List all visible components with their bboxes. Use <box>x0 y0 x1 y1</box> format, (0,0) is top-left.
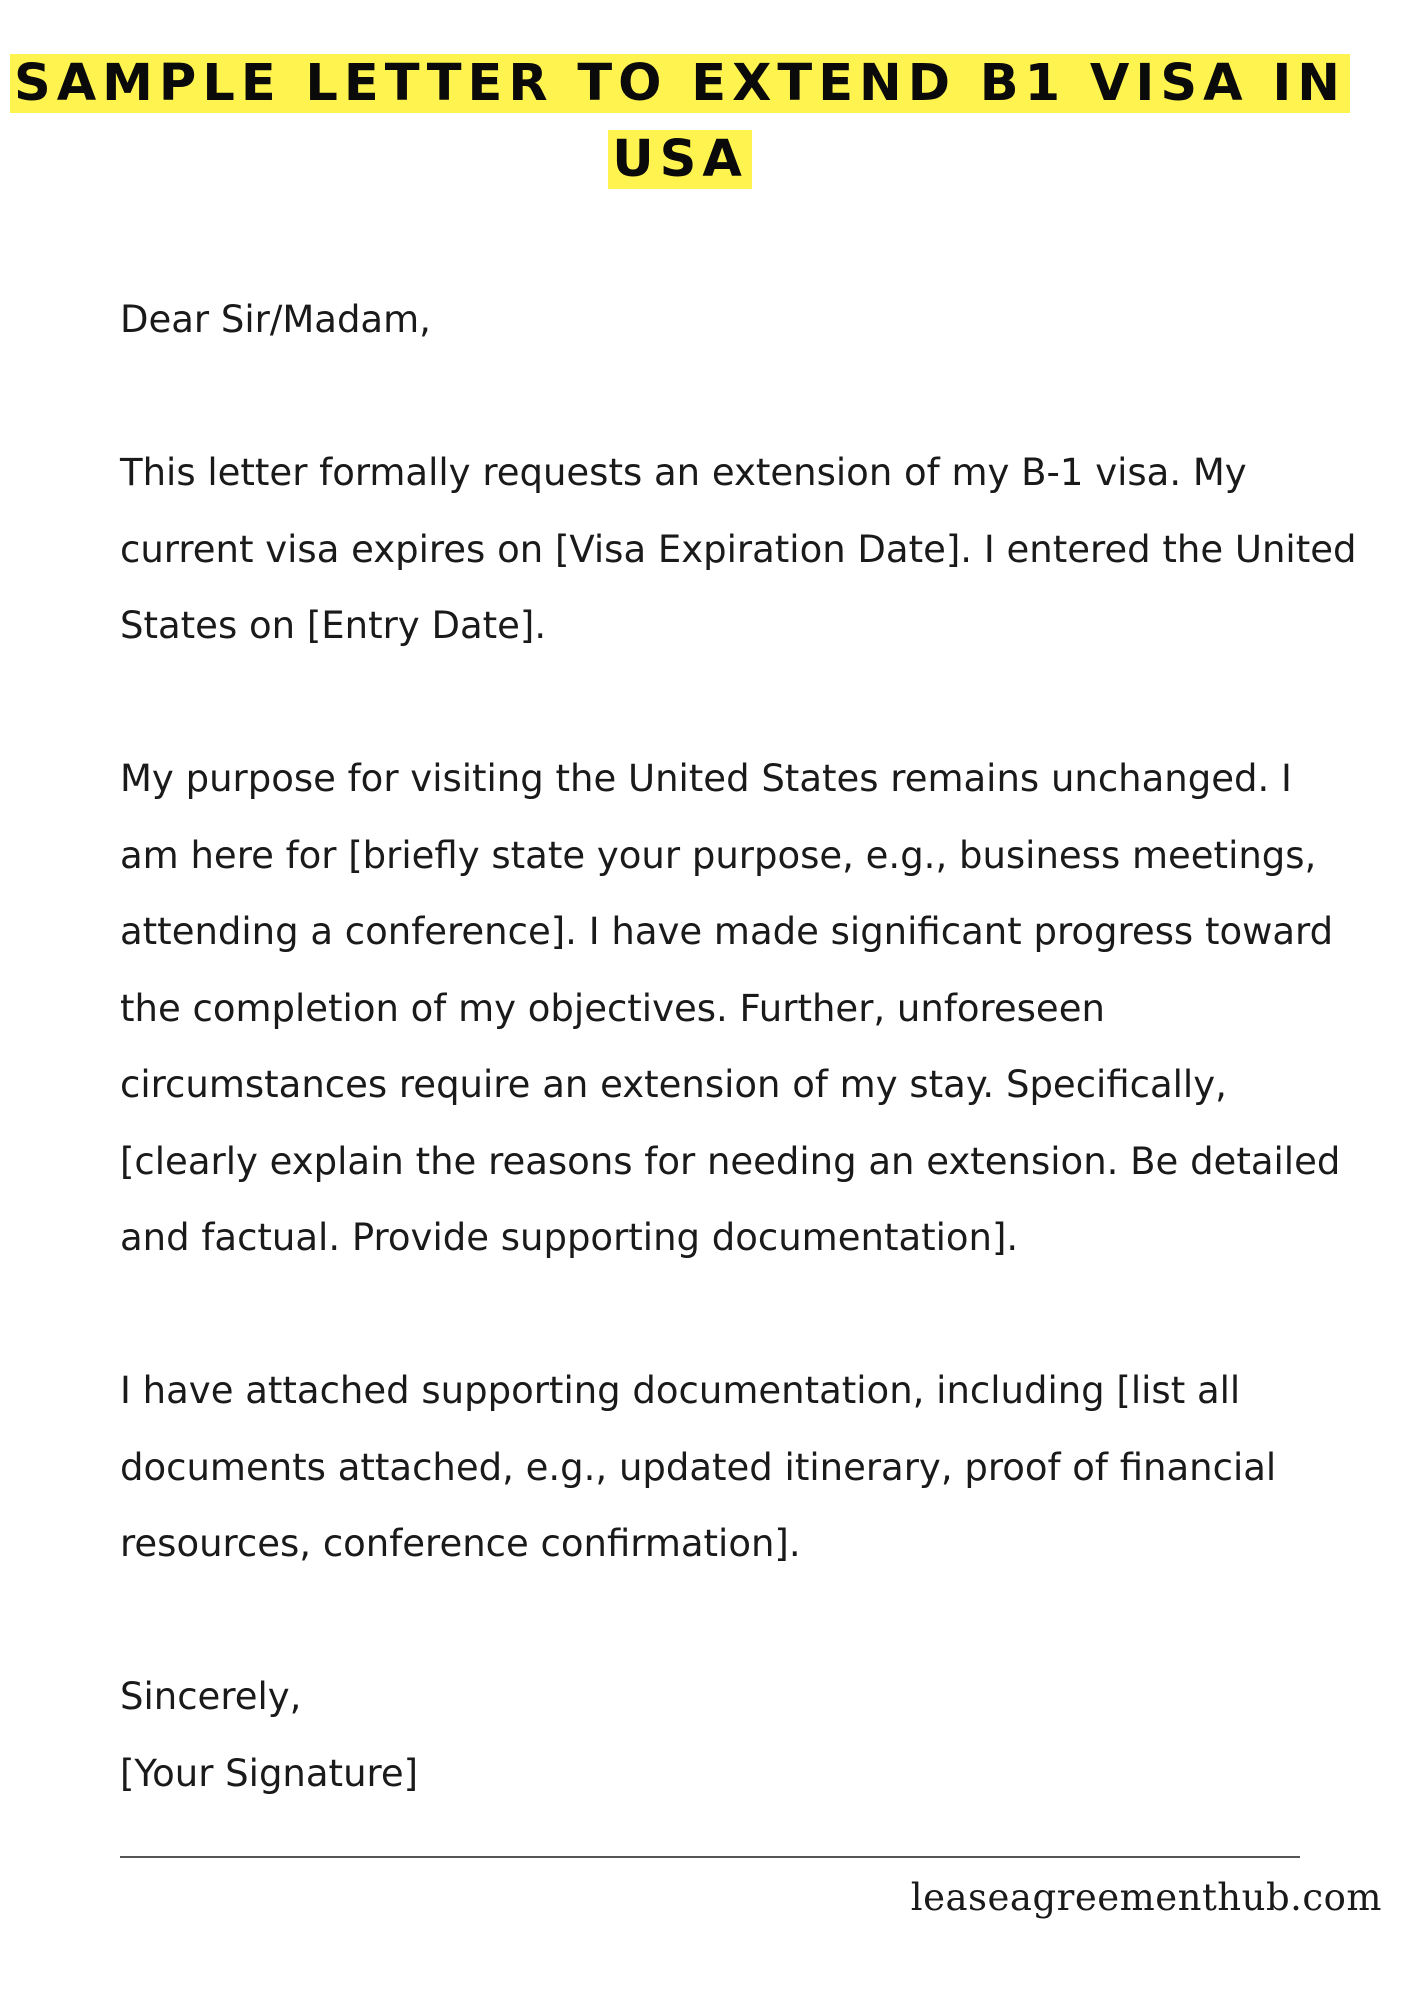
spacer <box>120 359 1360 436</box>
paragraph: My purpose for visiting the United States remains unchanged. I am here for [briefly state your purpose, e.g., business meetings, attending a conference]. I have made significant progress toward the completion of my objectives. Further, unforeseen circumstances require an extension of my stay. Specifically, [clearly explain the reasons for needing an extension. Be detailed and factual. Provide supporting documentation]. <box>120 757 1341 1259</box>
paragraph: This letter formally requests an extension of my B-1 visa. My current visa expires on [Visa Expiration Date]. I entered the United States on [Entry Date]. <box>120 451 1357 647</box>
spacer <box>120 1583 1360 1660</box>
signature: [Your Signature] <box>120 1751 419 1795</box>
spacer <box>120 1277 1360 1354</box>
salutation: Dear Sir/Madam, <box>120 298 431 341</box>
closing: Sincerely, <box>120 1675 302 1718</box>
paragraph: I have attached supporting documentation, including [list all documents attached, e.g., updated itinerary, proof of financial resources, conference confirmation]. <box>120 1369 1277 1565</box>
title-block <box>0 46 1360 198</box>
letter-body <box>120 282 1360 1812</box>
page-title: SAMPLE LETTER TO EXTEND B1 VISA IN USA <box>10 54 1350 189</box>
spacer <box>120 665 1360 742</box>
website-watermark: leaseagreementhub.com <box>910 1876 1382 1919</box>
signature-line <box>120 1856 1300 1858</box>
